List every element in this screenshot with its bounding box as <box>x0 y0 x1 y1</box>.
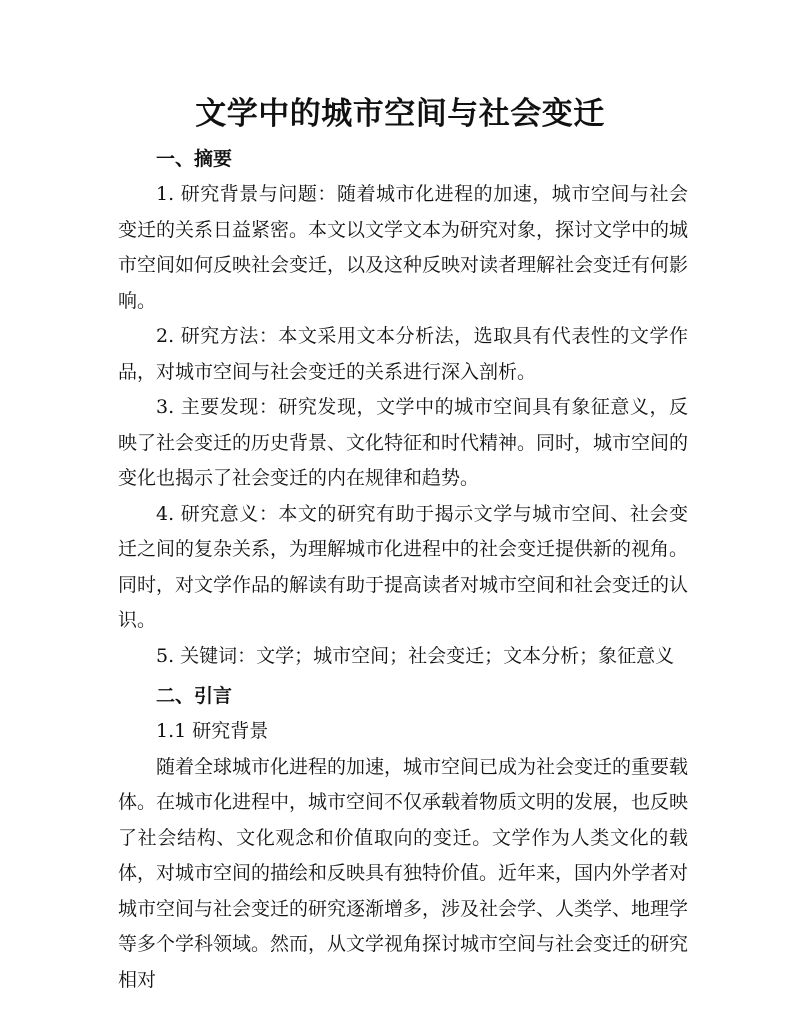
abstract-paragraph-1: 1. 研究背景与问题：随着城市化进程的加速，城市空间与社会变迁的关系日益紧密。本文以文学文本为研究对象，探讨文学中的城市空间如何反映社会变迁，以及这种反映对读者理解社会变迁有何影响。 <box>118 183 689 312</box>
subsection-heading-background: 1.1 研究背景 <box>156 720 269 742</box>
abstract-paragraph-3: 3. 主要发现：研究发现，文学中的城市空间具有象征意义，反映了社会变迁的历史背景、文化特征和时代精神。同时，城市空间的变化也揭示了社会变迁的内在规律和趋势。 <box>118 396 689 489</box>
document-body <box>118 147 688 998</box>
introduction-paragraph-1: 随着全球城市化进程的加速，城市空间已成为社会变迁的重要载体。在城市化进程中，城市空间不仅承载着物质文明的发展，也反映了社会结构、文化观念和价值取向的变迁。文学作为人类文化的载体，对城市空间的描绘和反映具有独特价值。近年来，国内外学者对城市空间与社会变迁的研究逐渐增多，涉及社会学、人类学、地理学等多个学科领域。然而，从文学视角探讨城市空间与社会变迁的研究相对 <box>118 755 689 991</box>
section-heading-introduction: 二、引言 <box>156 685 233 707</box>
abstract-paragraph-2: 2. 研究方法：本文采用文本分析法，选取具有代表性的文学作品，对城市空间与社会变迁的关系进行深入剖析。 <box>118 325 688 383</box>
abstract-keywords: 5. 关键词：文学；城市空间；社会变迁；文本分析；象征意义 <box>156 644 675 667</box>
section-heading-abstract: 一、摘要 <box>156 148 233 170</box>
abstract-paragraph-4: 4. 研究意义：本文的研究有助于揭示文学与城市空间、社会变迁之间的复杂关系，为理解城市化进程中的社会变迁提供新的视角。同时，对文学作品的解读有助于提高读者对城市空间和社会变迁的认识。 <box>118 502 689 631</box>
document-title: 文学中的城市空间与社会变迁 <box>195 96 605 132</box>
